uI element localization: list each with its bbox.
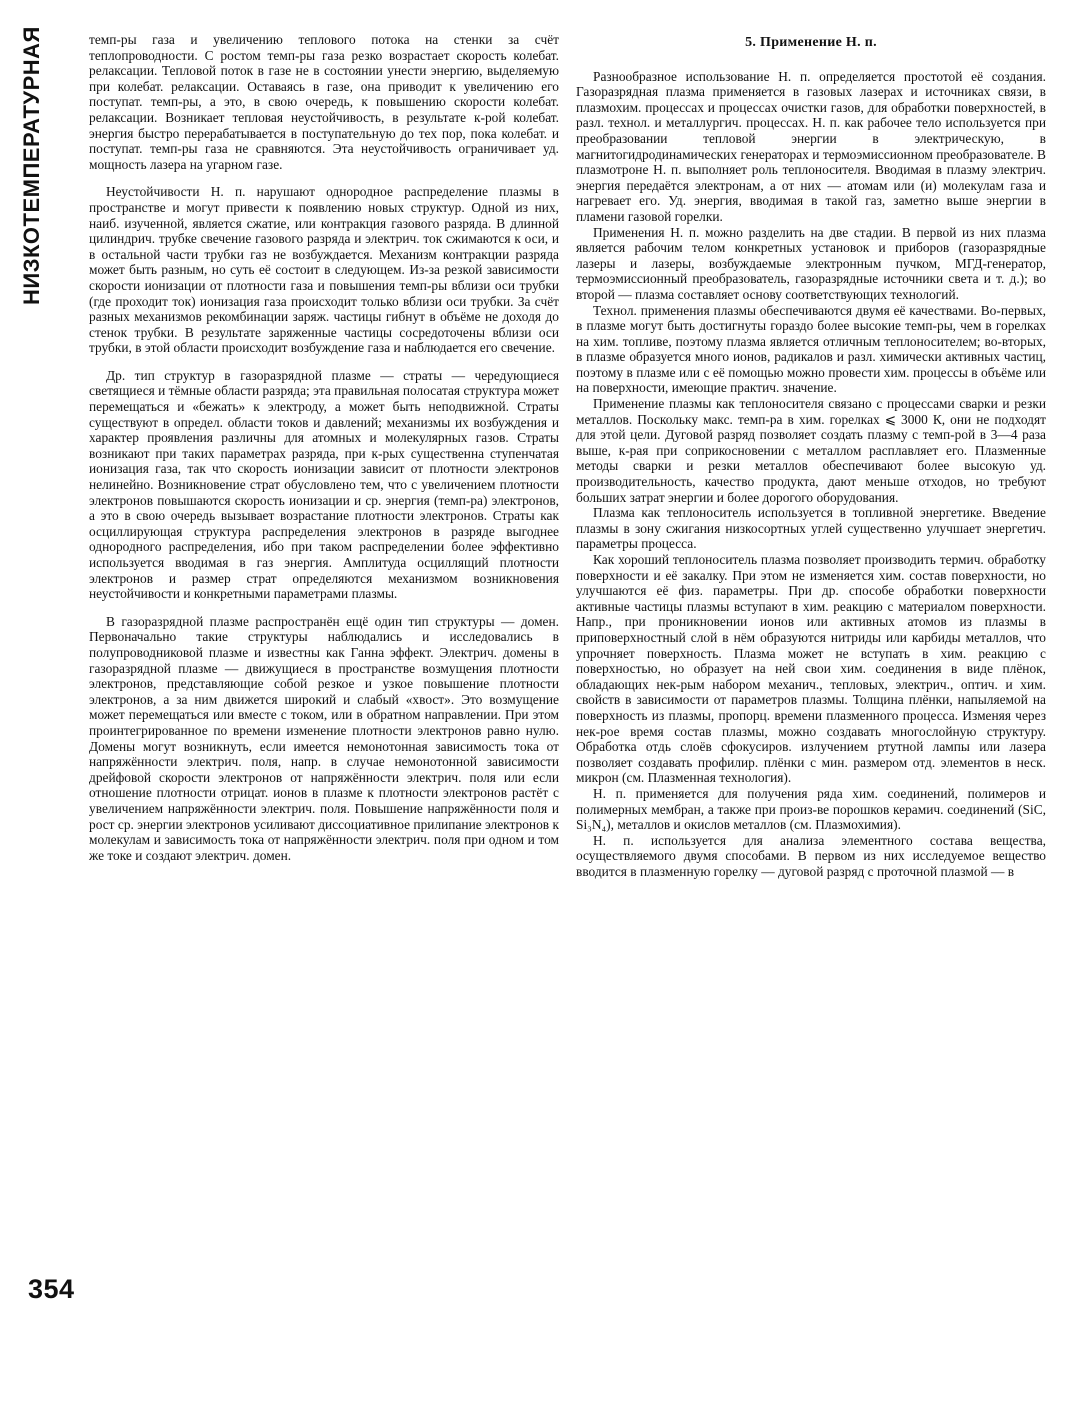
right-paragraph-2: Применения Н. п. можно разделить на две стадии. В первой из них плазма является рабочим телом конкретных установок и приборов (газоразрядные лазеры и лазеры, возбуждаемые электронным пучком, МГД-генератор, термоэмиссионный преобразователь, газоразрядные источники света и т. д.); во второй — плазма составляет основу соответствующих технологий. bbox=[576, 224, 1046, 302]
running-head bbox=[14, 26, 54, 330]
right-paragraph-3: Технол. применения плазмы обеспечиваются двумя её качествами. Во-первых, в плазме могут быть достигнуты гораздо более высокие темп-ры, чем в горелках на хим. топливе, поэтому плазма является отличным теплоносителем; во-вторых, в плазме образуется много ионов, радикалов и разл. химически активных частиц, поэтому в плазме или с её помощью можно провести хим. процессы в объёме или на поверхности, имеющие практич. значение. bbox=[576, 302, 1046, 396]
left-paragraph-3: Др. тип структур в газоразрядной плазме — страты — чередующиеся светящиеся и тёмные области разряда; эта правильная полосатая структура может перемещаться и «бежать» к электроду, а может быть неподвижной. Страты существуют в определ. области токов и давлений; механизмы их возбуждения и характер проявления различны для атомных и молекулярных газов. Страты возникают при таких параметрах разряда, при к-рых существенна ступенчатая ионизация газа, так что скорость ионизации зависит от плотности электронов нелинейно. Возникновение страт обусловлено тем, что с увеличением плотности электронов повышаются скорость ионизации и ср. энергия (темп-ра) электронов, а это в свою очередь вызывает возрастание плотности электронов. Страты как осциллирующая структура распределения электронов в разряде выгоднее однородного распределения, ибо при таком распределении более эффективно используется вводимая в газ энергия. Амплитуда осциллящий плотности электронов и размер страт определяются механизмом возникновения неустойчивости и конкретными параметрами плазмы. bbox=[89, 367, 560, 602]
running-head-text: НИЗКОТЕМПЕРАТУРНАЯ bbox=[19, 26, 44, 305]
left-paragraph-4: В газоразрядной плазме распространён ещё один тип структуры — домен. Первоначально такие структуры наблюдались и исследовались в полупроводниковой плазме и известны как Ганна эффект. Электрич. домены в газоразрядной плазме — движущиеся в пространстве возмущения плотности электронов, представляющие собой резкое и узкое повышение плотности электронов, а за ним движется широкий и слабый «хвост». Это возмущение может перемещаться или вместе с током, или в обратном направлении. При этом проинтегрированное по времени изменение плотности электронов равно нулю. Домены могут возникнуть, если имеется немонотонная зависимость тока от напряжённости электрич. поля, напр. в случае немонотонной зависимости дрейфовой скорости электронов от напряжённости электрич. поля или если отношение плотности отрицат. ионов в плазме к плотности электронов растёт с увеличением напряжённости электрич. поля. Повышение напряжённости поля и рост ср. энергии электронов усиливают диссоциативное прилипание электронов к молекулам и зависимость тока от напряжённости электрич. поля при одном и том же токе и создают электрич. домен. bbox=[89, 613, 559, 863]
page-number: 354 bbox=[28, 1274, 75, 1304]
left-paragraph-2: Неустойчивости Н. п. нарушают однородное распределение плазмы в пространстве и могут привести к появлению новых структур. Одной из них, наиб. изученной, является сжатие, или контракция газового разряда. В длинной цилиндрич. трубке свечение газового разряда и электрич. ток сжимаются к оси, и в остальной части трубки газ не возбуждается. Механизм контракции разряда может быть разным, но суть её состоит в следующем. Из-за резкой зависимости скорости ионизации от плотности газа и повышения темп-ры вблизи оси трубки (где проходит ток) ионизация газа происходит только вблизи оси трубки. За счёт разных механизмов рекомбинации заряж. частицы гибнут в объёме не доходя до стенок трубки. В результате заряженные частицы сосредоточены вблизи оси трубки, в этой области происходит возбуждение газа и наблюдается его свечение. bbox=[89, 184, 559, 356]
right-paragraph-4: Применение плазмы как теплоносителя связано с процессами сварки и резки металлов. Поскольку макс. темп-ра в хим. горелках ⩽ 3000 К, они не подходят для этой цели. Дуговой разряд позволяет создать плазму с темп-рой в 3—4 раза выше, к-рая при соприкосновении с металлом расплавляет его. Плазменные методы сварки и резки металлов обеспечивают более высокую уд. производительность, качество продукта, дают меньше отходов, но требуют больших затрат энергии и более дорогого оборудования. bbox=[576, 396, 1046, 505]
right-paragraph-7: Н. п. применяется для получения ряда хим. соединений, полимеров и полимерных мембран, а также при произ-ве порошков керамич. соединений (SiC, Si₃N₄), металлов и окислов металлов (см. Плазмохимия). bbox=[576, 785, 1046, 833]
right-paragraph-6: Как хороший теплоноситель плазма позволяет производить термич. обработку поверхности и её закалку. При этом не изменяется хим. состав поверхности, но улучшаются её физ. параметры. При др. способе обработки поверхности активные частицы плазмы вступают в хим. реакцию с материалом поверхности. Напр., при проникновении ионов или активных атомов из плазмы в приповерхностный слой в нём образуются нитриды или карбиды металлов, что упрочняет поверхность. Плазма может не вступать в хим. реакцию с поверхностью, но образует на ней свои хим. соединения в виде плёнок, обладающих нек-рым набором механич., тепловых, электрич., оптич. и хим. свойств в зависимости от параметров плазмы. Толщина плёнки, напыляемой на поверхность из плазмы, пропорц. времени плазменного процесса. Изменяя через нек-рое время состав плазмы, можно создавать многослойную структуру. Обработка отдь слоёв сфокусиров. излучением ртутной лампы или лазера позволяет создавать профилир. плёнки с мин. размером отд. элементов в неск. микрон (см. Плазменная технология). bbox=[576, 552, 1046, 786]
left-paragraph-1: темп-ры газа и увеличению теплового потока на стенки за счёт теплопроводности. С ростом темп-ры газа резко возрастает скорость колебат. релаксации. Тепловой поток в газе не в состоянии унести энергию, выделяемую при колебат. релаксации. Оставаясь в газе, она приводит к увеличению его поступат. темп-ры, а это, в свою очередь, к повышению скорости колебат. релаксации. Возникает тепловая неустойчивость, в результате к-рой колебат. энергия быстро перерабатывается в поступательную до тех пор, пока колебат. и поступат. темп-ры газа не сравняются. Эта неустойчивость ограничивает уд. мощность лазера на угарном газе. bbox=[89, 32, 559, 172]
section-heading: 5. Применение Н. п. bbox=[745, 35, 877, 50]
left-column bbox=[89, 32, 559, 863]
right-paragraph-1: Разнообразное использование Н. п. определяется простотой её создания. Газоразрядная плазма применяется в газовых лазерах и источниках связи, в плазмохим. процессах и процессах очистки газов, для обработки поверхностей, в разл. технол. и металлургич. процессах. Н. п. как рабочее тело используется при преобразовании тепловой энергии в электрическую, в магнитогидродинамических генераторах и термоэмиссионном преобразователе. В плазмотроне Н. п. выполняет роль теплоносителя. Вводимая в плазму электрич. энергия передаётся электронам, а от них — атомам или (и) молекулам газа и нагревает его. Уд. энергия, вводимая в такой газ, заметно выше энергии в пламени газовой горелки. bbox=[576, 68, 1046, 224]
right-paragraph-8: Н. п. используется для анализа элементного состава вещества, осуществляемого двумя способами. В первом из них исследуемое вещество вводится в плазменную горелку — дуговой разряд с проточной плазмой — в bbox=[576, 832, 1046, 879]
right-column bbox=[576, 35, 1046, 879]
right-paragraph-5: Плазма как теплоноситель используется в топливной энергетике. Введение плазмы в зону сжигания низкосортных углей существенно улучшает энергетич. параметры процесса. bbox=[576, 505, 1046, 552]
